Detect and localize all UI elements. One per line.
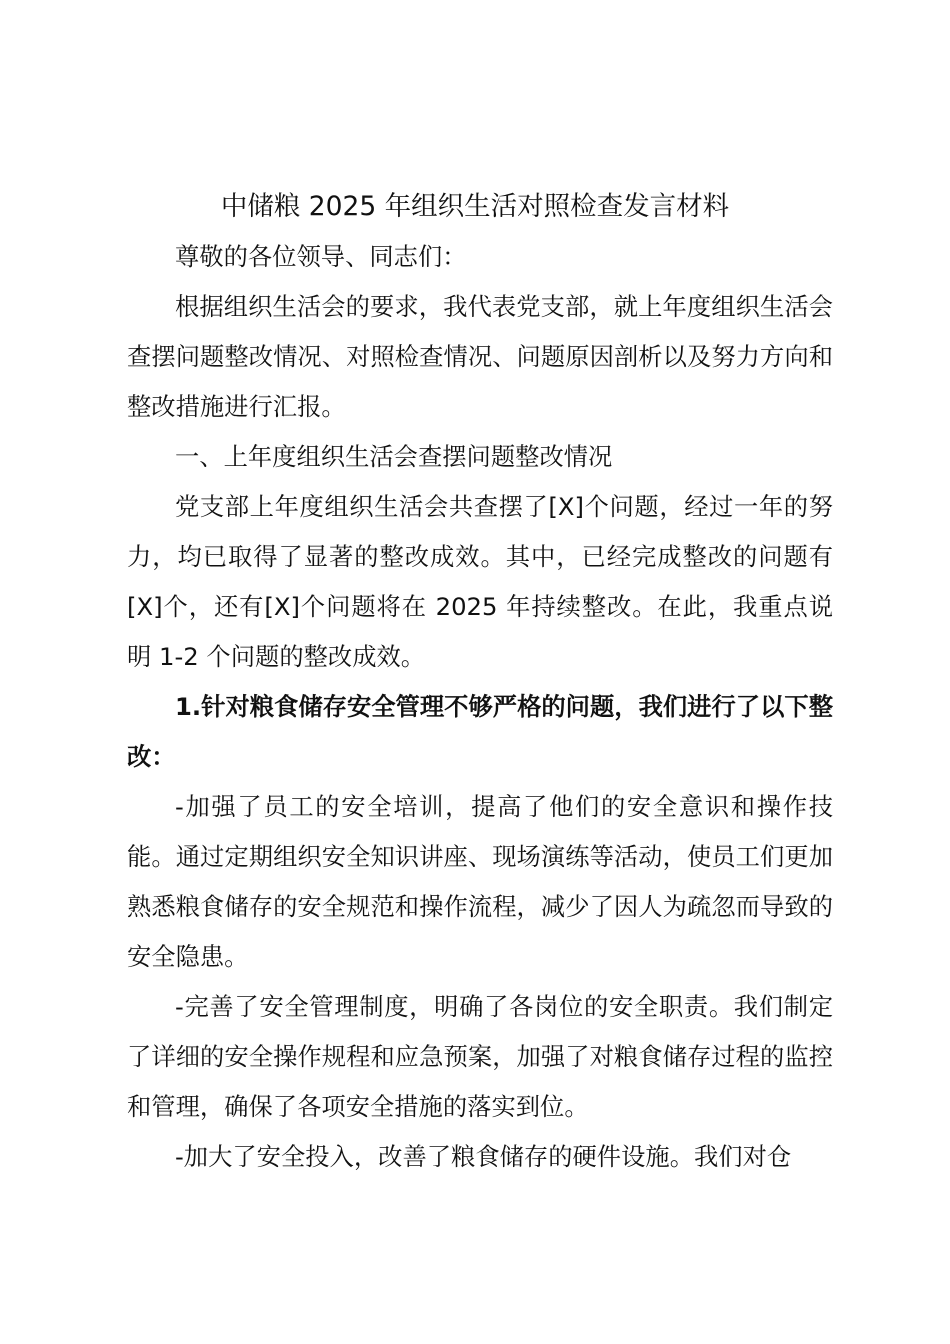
measure-paragraph-system: -完善了安全管理制度，明确了各岗位的安全职责。我们制定了详细的安全操作规程和应急预案，加强了对粮食储存过程的监控和管理，确保了各项安全措施的落实到位。 — [127, 992, 833, 1121]
salutation-paragraph: 尊敬的各位领导、同志们： — [175, 242, 467, 271]
measure-paragraph-investment: -加大了安全投入，改善了粮食储存的硬件设施。我们对仓 — [175, 1142, 792, 1171]
document-title: 中储粮 2025 年组织生活对照检查发言材料 — [220, 191, 730, 222]
summary-paragraph: 党支部上年度组织生活会共查摆了[X]个问题，经过一年的努力，均已取得了显著的整改成效。其中，已经完成整改的问题有[X]个，还有[X]个问题将在 2025 年持续整改。在此，我重点说明 1-2 个问题的整改成效。 — [127, 492, 833, 671]
issue-heading: 1.针对粮食储存安全管理不够严格的问题，我们进行了以下整改： — [127, 692, 833, 771]
intro-paragraph: 根据组织生活会的要求，我代表党支部，就上年度组织生活会查摆问题整改情况、对照检查情况、问题原因剖析以及努力方向和整改措施进行汇报。 — [127, 292, 833, 421]
section-heading: 一、上年度组织生活会查摆问题整改情况 — [175, 442, 613, 471]
measure-paragraph-training: -加强了员工的安全培训，提高了他们的安全意识和操作技能。通过定期组织安全知识讲座、现场演练等活动，使员工们更加熟悉粮食储存的安全规范和操作流程，减少了因人为疏忽而导致的安全隐患。 — [127, 792, 833, 971]
